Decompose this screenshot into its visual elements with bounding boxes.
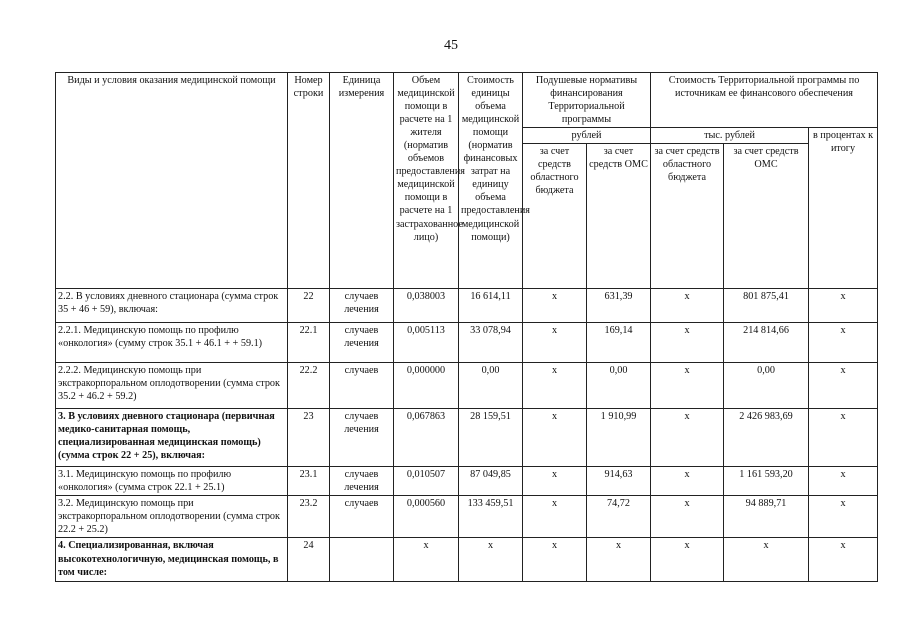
- row-per-capita-budget: x: [523, 323, 587, 363]
- row-cost-budget: x: [651, 363, 724, 409]
- row-unit-cost: 28 159,51: [459, 409, 523, 467]
- row-unit: случаев лечения: [330, 289, 394, 323]
- row-percent: x: [809, 323, 878, 363]
- row-percent: x: [809, 496, 878, 538]
- table-row: [56, 289, 878, 323]
- header-unit-cost: Стоимость единицы объема медицинской помощи (норматив финансовых затрат на единицу объема предоставления медицинской помощи): [459, 73, 523, 289]
- row-volume: 0,010507: [394, 467, 459, 496]
- row-per-capita-oms: 169,14: [587, 323, 651, 363]
- row-unit-cost: 33 078,94: [459, 323, 523, 363]
- row-number: 22: [288, 289, 330, 323]
- row-name: 2.2.2. Медицинскую помощь при экстракорпоральном оплодотворении (сумма строк 35.2 + 46.2 + 59.2): [56, 363, 288, 409]
- row-cost-oms: 0,00: [724, 363, 809, 409]
- header-program-cost-group: Стоимость Территориальной программы по источникам ее финансового обеспечения: [651, 73, 878, 128]
- header-percent-of-total: в процентах к итогу: [809, 128, 878, 289]
- row-cost-oms: 94 889,71: [724, 496, 809, 538]
- table-header: [56, 73, 878, 289]
- row-name: 3. В условиях дневного стационара (первичная медико-санитарная помощь, специализированная медицинская помощь) (сумма строк 22 + 25), включая:: [56, 409, 288, 467]
- row-per-capita-budget: x: [523, 496, 587, 538]
- header-cost-budget: за счет средств областного бюджета: [651, 144, 724, 289]
- row-unit-cost: 87 049,85: [459, 467, 523, 496]
- row-unit: случаев лечения: [330, 409, 394, 467]
- row-cost-budget: x: [651, 538, 724, 582]
- row-per-capita-oms: 0,00: [587, 363, 651, 409]
- row-cost-oms: 801 875,41: [724, 289, 809, 323]
- row-per-capita-oms: 1 910,99: [587, 409, 651, 467]
- row-per-capita-oms: x: [587, 538, 651, 582]
- row-number: 24: [288, 538, 330, 582]
- row-cost-oms: 2 426 983,69: [724, 409, 809, 467]
- row-cost-oms: 214 814,66: [724, 323, 809, 363]
- row-per-capita-budget: x: [523, 363, 587, 409]
- table-row: [56, 496, 878, 538]
- row-name: 4. Специализированная, включая высокотехнологичную, медицинская помощь, в том числе:: [56, 538, 288, 582]
- row-unit: случаев лечения: [330, 323, 394, 363]
- row-volume: 0,005113: [394, 323, 459, 363]
- header-volume: Объем медицинской помощи в расчете на 1 жителя (норматив объемов предоставления медицинской помощи в расчете на 1 застрахованное лицо): [394, 73, 459, 289]
- row-name: 3.1. Медицинскую помощь по профилю «онкология» (сумма строк 22.1 + 25.1): [56, 467, 288, 496]
- row-volume: x: [394, 538, 459, 582]
- header-unit-thous-rub: тыс. рублей: [651, 128, 809, 144]
- row-per-capita-budget: x: [523, 467, 587, 496]
- table-row: [56, 323, 878, 363]
- row-number: 23.2: [288, 496, 330, 538]
- row-number: 22.1: [288, 323, 330, 363]
- row-cost-oms: 1 161 593,20: [724, 467, 809, 496]
- table-row: [56, 538, 878, 582]
- row-percent: x: [809, 363, 878, 409]
- row-volume: 0,038003: [394, 289, 459, 323]
- financing-table: [55, 72, 878, 582]
- row-cost-budget: x: [651, 496, 724, 538]
- page-number: 45: [444, 38, 458, 53]
- row-number: 23.1: [288, 467, 330, 496]
- header-type-of-care: Виды и условия оказания медицинской помощи: [56, 73, 288, 289]
- header-per-capita-group: Подушевые нормативы финансирования Территориальной программы: [523, 73, 651, 128]
- row-unit-cost: 0,00: [459, 363, 523, 409]
- header-row-number: Номер строки: [288, 73, 330, 289]
- row-name: 3.2. Медицинскую помощь при экстракорпоральном оплодотворении (сумма строк 22.2 + 25.2): [56, 496, 288, 538]
- table-row: [56, 363, 878, 409]
- row-unit: случаев: [330, 363, 394, 409]
- row-per-capita-budget: x: [523, 289, 587, 323]
- row-cost-oms: x: [724, 538, 809, 582]
- table-row: [56, 467, 878, 496]
- row-per-capita-oms: 74,72: [587, 496, 651, 538]
- row-percent: x: [809, 467, 878, 496]
- row-cost-budget: x: [651, 289, 724, 323]
- row-cost-budget: x: [651, 323, 724, 363]
- header-per-capita-budget: за счет средств областного бюджета: [523, 144, 587, 289]
- row-name: 2.2. В условиях дневного стационара (сумма строк 35 + 46 + 59), включая:: [56, 289, 288, 323]
- row-unit-cost: 133 459,51: [459, 496, 523, 538]
- row-unit: случаев лечения: [330, 467, 394, 496]
- row-percent: x: [809, 538, 878, 582]
- row-unit: случаев: [330, 496, 394, 538]
- table-row: [56, 409, 878, 467]
- row-cost-budget: x: [651, 467, 724, 496]
- row-cost-budget: x: [651, 409, 724, 467]
- table-body: [56, 289, 878, 582]
- row-volume: 0,000000: [394, 363, 459, 409]
- header-cost-oms: за счет средств ОМС: [724, 144, 809, 289]
- row-unit-cost: 16 614,11: [459, 289, 523, 323]
- row-per-capita-oms: 914,63: [587, 467, 651, 496]
- row-per-capita-oms: 631,39: [587, 289, 651, 323]
- header-unit-rub: рублей: [523, 128, 651, 144]
- row-percent: x: [809, 409, 878, 467]
- row-volume: 0,067863: [394, 409, 459, 467]
- row-percent: x: [809, 289, 878, 323]
- row-unit-cost: x: [459, 538, 523, 582]
- row-unit: [330, 538, 394, 582]
- row-per-capita-budget: x: [523, 409, 587, 467]
- row-volume: 0,000560: [394, 496, 459, 538]
- row-per-capita-budget: x: [523, 538, 587, 582]
- row-name: 2.2.1. Медицинскую помощь по профилю «онкология» (сумму строк 35.1 + 46.1 + + 59.1): [56, 323, 288, 363]
- header-unit: Единица измерения: [330, 73, 394, 289]
- header-per-capita-oms: за счет средств ОМС: [587, 144, 651, 289]
- row-number: 22.2: [288, 363, 330, 409]
- row-number: 23: [288, 409, 330, 467]
